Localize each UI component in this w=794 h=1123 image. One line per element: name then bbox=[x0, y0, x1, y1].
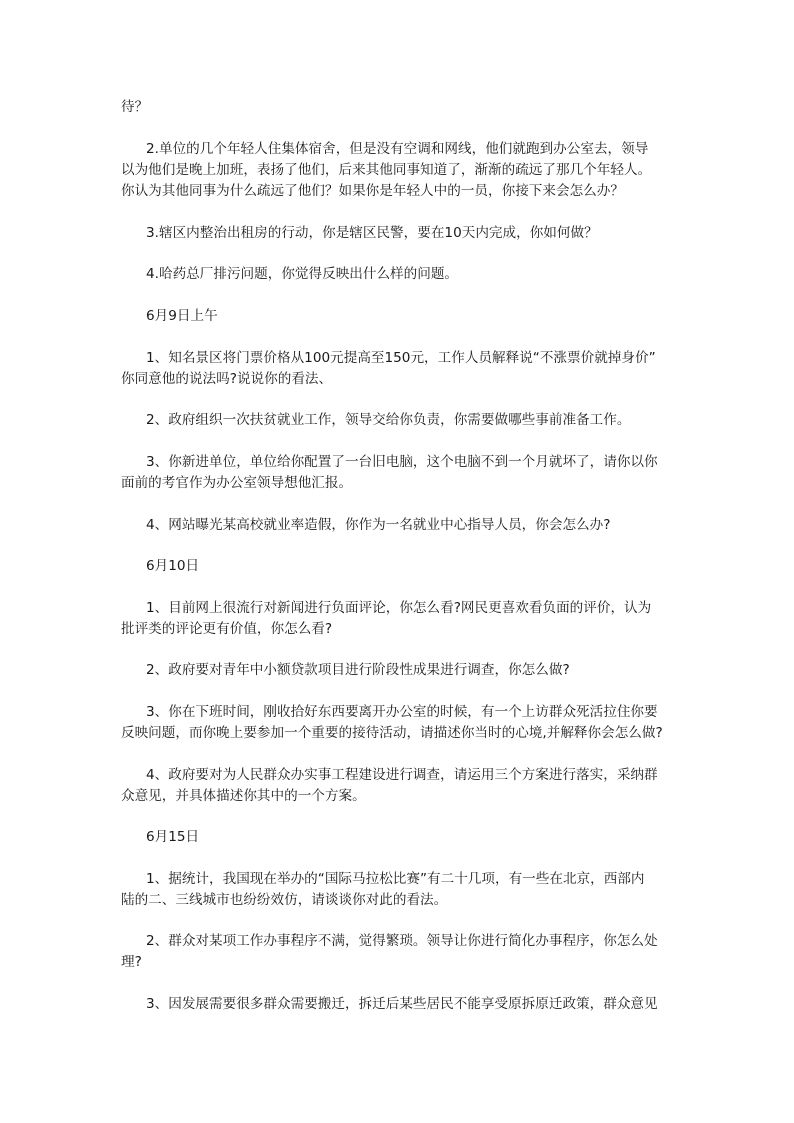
text-line: 2、政府要对青年中小额贷款项目进行阶段性成果进行调查，你怎么做? bbox=[146, 662, 570, 678]
text-line: 2、群众对某项工作办事程序不满，觉得繁琐。领导让你进行简化办事程序，你怎么处 bbox=[146, 933, 658, 949]
text-line: 面前的考官作为办公室领导想他汇报。 bbox=[121, 475, 353, 491]
text-line: 众意见，并具体描述你其中的一个方案。 bbox=[121, 788, 366, 804]
text-line: 以为他们是晚上加班，表扬了他们，后来其他同事知道了，渐渐的疏远了那几个年轻人。 bbox=[121, 162, 652, 178]
text-line: 待？ bbox=[121, 99, 149, 115]
text-line: 1、据统计，我国现在举办的“国际马拉松比赛”有二十几项，有一些在北京，西部内 bbox=[146, 871, 645, 887]
text-line: 4、网站曝光某高校就业率造假，你作为一名就业中心指导人员，你会怎么办? bbox=[146, 517, 611, 533]
text-line: 陆的二、三线城市也纷纷效仿，请谈谈你对此的看法。 bbox=[121, 892, 448, 908]
text-line: 3、因发展需要很多群众需要搬迁，拆迁后某些居民不能享受原拆原迁政策，群众意见 bbox=[146, 996, 658, 1012]
text-line: 批评类的评论更有价值，你怎么看? bbox=[121, 621, 333, 637]
text-line: 反映问题，而你晚上要参加一个重要的接待活动，请描述你当时的心境,并解释你会怎么做? bbox=[121, 725, 663, 741]
text-line: 3、你在下班时间，刚收拾好东西要离开办公室的时候，有一个上访群众死活拉住你要 bbox=[146, 704, 658, 720]
text-line: 3、你新进单位，单位给你配置了一台旧电脑，这个电脑不到一个月就坏了，请你以你 bbox=[146, 454, 658, 470]
text-line: 1、目前网上很流行对新闻进行负面评论，你怎么看?网民更喜欢看负面的评价，认为 bbox=[146, 600, 652, 616]
text-line: 1、知名景区将门票价格从100元提高至150元，工作人员解释说“不涨票价就掉身价” bbox=[146, 350, 656, 366]
section-heading: 6月10日 bbox=[146, 558, 200, 574]
text-line: 4.哈药总厂排污问题，你觉得反映出什么样的问题。 bbox=[146, 266, 459, 282]
text-line: 你同意他的说法吗?说说你的看法、 bbox=[121, 371, 333, 387]
section-heading: 6月9日上午 bbox=[146, 308, 218, 324]
text-line: 2.单位的几个年轻人住集体宿舍，但是没有空调和网线，他们就跑到办公室去，领导 bbox=[146, 141, 649, 157]
text-line: 理? bbox=[121, 954, 142, 970]
text-line: 2、政府组织一次扶贫就业工作，领导交给你负责，你需要做哪些事前准备工作。 bbox=[146, 412, 631, 428]
section-heading: 6月15日 bbox=[146, 829, 200, 845]
text-line: 3.辖区内整治出租房的行动，你是辖区民警，要在10天内完成，你如何做？ bbox=[146, 225, 598, 241]
text-line: 你认为其他同事为什么疏远了他们？如果你是年轻人中的一员，你接下来会怎么办？ bbox=[121, 183, 624, 199]
text-line: 4、政府要对为人民群众办实事工程建设进行调查，请运用三个方案进行落实，采纳群 bbox=[146, 767, 658, 783]
